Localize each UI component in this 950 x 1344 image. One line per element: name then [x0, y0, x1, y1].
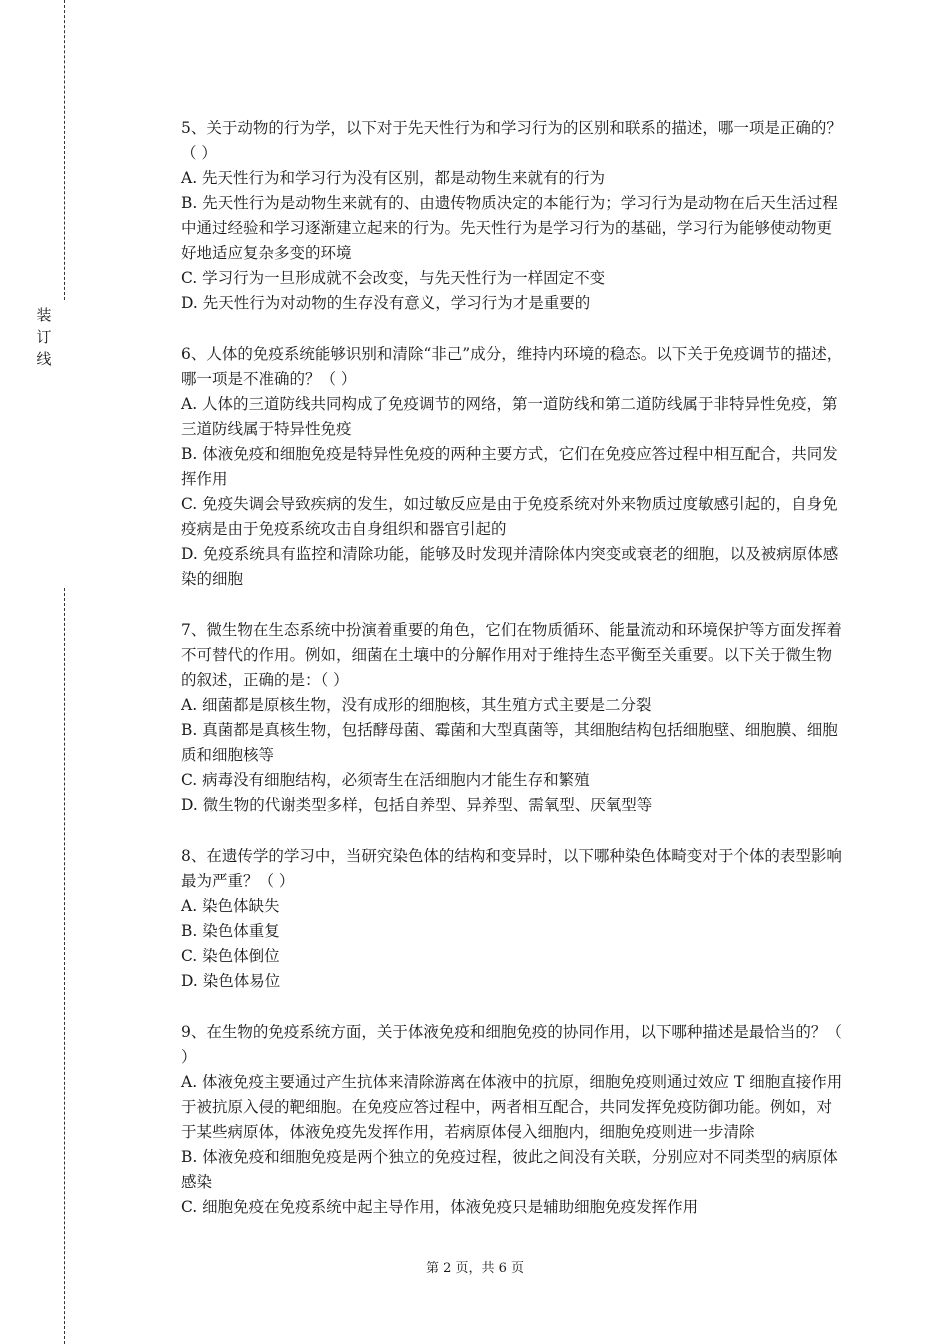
option-a: A. 染色体缺失 — [181, 897, 280, 915]
option-a: A. 人体的三道防线共同构成了免疫调节的网络，第一道防线和第二道防线属于非特异性免疫，第三道防线属于特异性免疫 — [181, 395, 838, 438]
option-b: B. 真菌都是真核生物，包括酵母菌、霉菌和大型真菌等，其细胞结构包括细胞壁、细胞膜、细胞质和细胞核等 — [181, 721, 838, 764]
option-d: D. 微生物的代谢类型多样，包括自养型、异养型、需氧型、厌氧型等 — [181, 796, 653, 814]
option-b: B. 体液免疫和细胞免疫是特异性免疫的两种主要方式，它们在免疫应答过程中相互配合，共同发挥作用 — [181, 445, 838, 488]
question-7 — [181, 618, 847, 818]
option-a: A. 体液免疫主要通过产生抗体来清除游离在体液中的抗原，细胞免疫则通过效应 T 细胞直接作用于被抗原入侵的靶细胞。在免疫应答过程中，两者相互配合，共同发挥免疫防御功能。例如，对于某些病原体，体液免疫先发挥作用，若病原体侵入细胞内，细胞免疫则进一步清除 — [181, 1073, 843, 1141]
question-5 — [181, 116, 847, 316]
question-stem: 7、微生物在生态系统中扮演着重要的角色，它们在物质循环、能量流动和环境保护等方面发挥着不可替代的作用。例如，细菌在土壤中的分解作用对于维持生态平衡至关重要。以下关于微生物的叙述，正确的是：（ ） — [181, 621, 842, 689]
question-stem: 9、在生物的免疫系统方面，关于体液免疫和细胞免疫的协同作用，以下哪种描述是最恰当的？（ ） — [181, 1023, 842, 1066]
binding-dashed-line-top — [64, 0, 65, 300]
option-d: D. 免疫系统具有监控和清除功能，能够及时发现并清除体内突变或衰老的细胞，以及被病原体感染的细胞 — [181, 545, 839, 588]
option-c: C. 细胞免疫在免疫系统中起主导作用，体液免疫只是辅助细胞免疫发挥作用 — [181, 1198, 699, 1216]
question-9 — [181, 1020, 847, 1220]
question-list — [181, 116, 847, 1246]
binding-margin-label: 装订线 — [36, 306, 52, 368]
option-b: B. 体液免疫和细胞免疫是两个独立的免疫过程，彼此之间没有关联，分别应对不同类型的病原体感染 — [181, 1148, 838, 1191]
option-c: C. 病毒没有细胞结构，必须寄生在活细胞内才能生存和繁殖 — [181, 771, 590, 789]
page-number: 第 2 页，共 6 页 — [425, 1261, 525, 1276]
option-b: B. 先天性行为是动物生来就有的、由遗传物质决定的本能行为；学习行为是动物在后天生活过程中通过经验和学习逐渐建立起来的行为。先天性行为是学习行为的基础，学习行为能够使动物更好地适应复杂多变的环境 — [181, 194, 838, 262]
question-6 — [181, 342, 847, 592]
option-b: B. 染色体重复 — [181, 922, 280, 940]
option-c: C. 染色体倒位 — [181, 947, 280, 965]
question-stem: 8、在遗传学的学习中，当研究染色体的结构和变异时，以下哪种染色体畸变对于个体的表型影响最为严重？（ ） — [181, 847, 842, 890]
option-a: A. 先天性行为和学习行为没有区别，都是动物生来就有的行为 — [181, 169, 606, 187]
question-stem: 6、人体的免疫系统能够识别和清除“非己”成分，维持内环境的稳态。以下关于免疫调节的描述，哪一项是不准确的？（ ） — [181, 345, 843, 388]
option-c: C. 免疫失调会导致疾病的发生，如过敏反应是由于免疫系统对外来物质过度敏感引起的，自身免疫病是由于免疫系统攻击自身组织和器官引起的 — [181, 495, 838, 538]
option-d: D. 先天性行为对动物的生存没有意义，学习行为才是重要的 — [181, 294, 591, 312]
question-stem: 5、关于动物的行为学，以下对于先天性行为和学习行为的区别和联系的描述，哪一项是正确的？（ ） — [181, 119, 842, 162]
option-c: C. 学习行为一旦形成就不会改变，与先天性行为一样固定不变 — [181, 269, 606, 287]
option-a: A. 细菌都是原核生物，没有成形的细胞核，其生殖方式主要是二分裂 — [181, 696, 652, 714]
binding-dashed-line-bottom — [64, 588, 65, 1344]
option-d: D. 染色体易位 — [181, 972, 281, 990]
question-8 — [181, 844, 847, 994]
